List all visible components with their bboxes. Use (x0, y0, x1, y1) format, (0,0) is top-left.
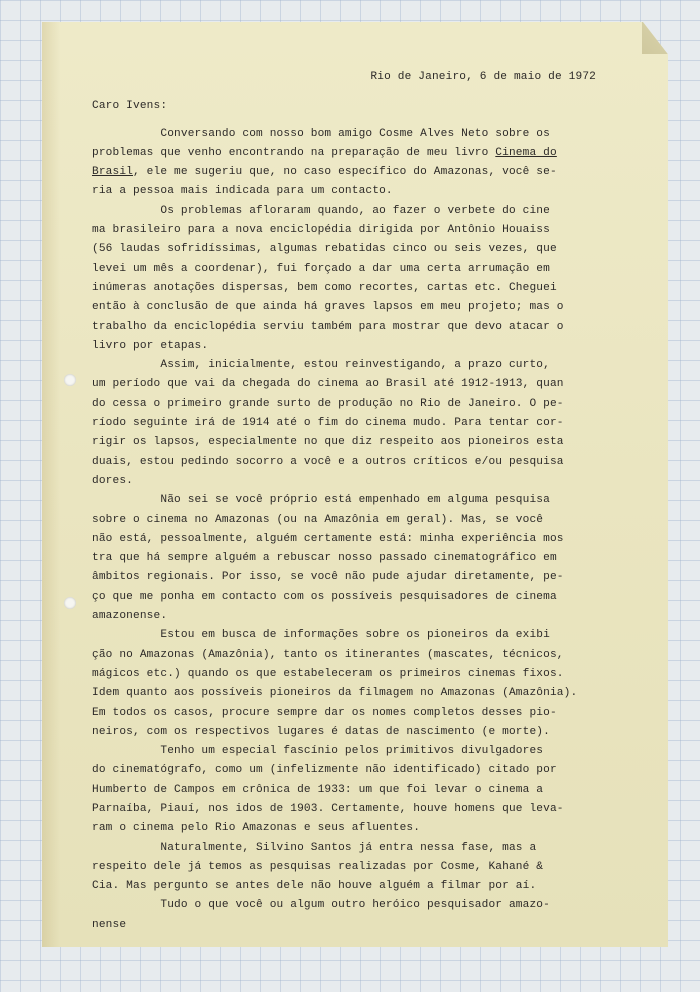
text-line: Conversando com nosso bom amigo Cosme Alves Neto sobre os (92, 127, 550, 140)
text-line: livro por etapas. (92, 339, 209, 352)
text-line: Os problemas afloraram quando, ao fazer o verbete do cine (92, 204, 550, 217)
text-line: ríodo seguinte irá de 1914 até o fim do cinema mudo. Para tentar cor- (92, 417, 564, 430)
text-line: Em todos os casos, procure sempre dar os nomes completos desses pio- (92, 706, 557, 719)
text-line: rigir os lapsos, especialmente no que diz respeito aos pioneiros esta (92, 436, 564, 449)
text-line: âmbitos regionais. Por isso, se você não pude ajudar diretamente, pe- (92, 571, 564, 584)
text-line: ria a pessoa mais indicada para um contacto. (92, 185, 393, 198)
text-line: sobre o cinema no Amazonas (ou na Amazônia em geral). Mas, se você (92, 513, 544, 526)
text-line: então à conclusão de que ainda há graves lapsos em meu projeto; mas o (92, 301, 564, 314)
text-line: tra que há sempre alguém a rebuscar nosso passado cinematográfico em (92, 552, 557, 565)
paragraph (92, 491, 612, 626)
text-line: Humberto de Campos em crônica de 1933: um que foi levar o cinema a (92, 783, 544, 796)
text-line: não está, pessoalmente, alguém certamente está: minha experiência mos (92, 532, 564, 545)
text-line: dores. (92, 474, 134, 487)
paragraph (92, 356, 612, 491)
paragraph (92, 839, 612, 897)
text-line: ço que me ponha em contacto com os possíveis pesquisadores de cinema (92, 590, 557, 603)
text-line: neiros, com os respectivos lugares é datas de nascimento (e morte). (92, 725, 550, 738)
paragraph (92, 202, 612, 356)
paragraph (92, 125, 612, 202)
text-line: do cinematógrafo, como um (infelizmente não identificado) citado por (92, 764, 557, 777)
text-line: nense (92, 918, 127, 931)
punch-hole-bottom (64, 597, 76, 609)
text-line: Cia. Mas pergunto se antes dele não houve alguém a filmar por aí. (92, 880, 537, 893)
text-line: Naturalmente, Silvino Santos já entra nessa fase, mas a (92, 841, 537, 854)
text-line: ma brasileiro para a nova enciclopédia dirigida por Antônio Houaiss (92, 224, 550, 237)
punch-hole-top (64, 374, 76, 386)
text-line: ram o cinema pelo Rio Amazonas e seus afluentes. (92, 822, 421, 835)
text-line: Estou em busca de informações sobre os pioneiros da exibi (92, 629, 550, 642)
paragraph (92, 626, 612, 742)
dateline: Rio de Janeiro, 6 de maio de 1972 (370, 71, 596, 83)
book-title: Cinema do (495, 146, 557, 159)
text-line: (56 laudas sofridíssimas, algumas rebatidas cinco ou seis vezes, que (92, 243, 557, 256)
paragraph (92, 742, 612, 838)
text-line: levei um mês a coordenar), fui forçado a dar uma certa arrumação em (92, 262, 550, 275)
text-line: problemas que venho encontrando na preparação de meu livro Cinema do (92, 146, 557, 159)
text-line: duais, estou pedindo socorro a você e a outros críticos e/ou pesquisa (92, 455, 564, 468)
text-line: do cessa o primeiro grande surto de produção no Rio de Janeiro. O pe- (92, 397, 564, 410)
text-line: Não sei se você próprio está empenhado em alguma pesquisa (92, 494, 550, 507)
letter-body (92, 68, 612, 935)
text-line: Parnaíba, Piauí, nos idos de 1903. Certamente, houve homens que leva- (92, 802, 564, 815)
text-line: amazonense. (92, 610, 168, 623)
greeting: Caro Ivens: (92, 100, 168, 113)
paper-edge-stain (42, 22, 60, 947)
folded-corner (642, 22, 668, 54)
book-title: Brasil (92, 166, 134, 179)
text-line: mágicos etc.) quando os que estabeleceram os primeiros cinemas fixos. (92, 667, 564, 680)
text-line: respeito dele já temos as pesquisas realizadas por Cosme, Kahané & (92, 860, 544, 873)
text-line: Tudo o que você ou algum outro heróico pesquisador amazo- (92, 899, 550, 912)
letter-paragraphs (92, 125, 612, 935)
text-line: trabalho da enciclopédia serviu também para mostrar que devo atacar o (92, 320, 564, 333)
text-line: Assim, inicialmente, estou reinvestigando, a prazo curto, (92, 359, 550, 372)
paragraph (92, 896, 612, 935)
text-line: Brasil, ele me sugeriu que, no caso específico do Amazonas, você se- (92, 166, 557, 179)
text-line: Idem quanto aos possíveis pioneiros da filmagem no Amazonas (Amazônia). (92, 687, 578, 700)
text-line: ção no Amazonas (Amazônia), tanto os itinerantes (mascates, técnicos, (92, 648, 564, 661)
text-line: Tenho um especial fascínio pelos primitivos divulgadores (92, 745, 544, 758)
text-line: inúmeras anotações dispersas, bem como recortes, cartas etc. Cheguei (92, 281, 557, 294)
text-line: um período que vai da chegada do cinema ao Brasil até 1912-1913, quan (92, 378, 564, 391)
